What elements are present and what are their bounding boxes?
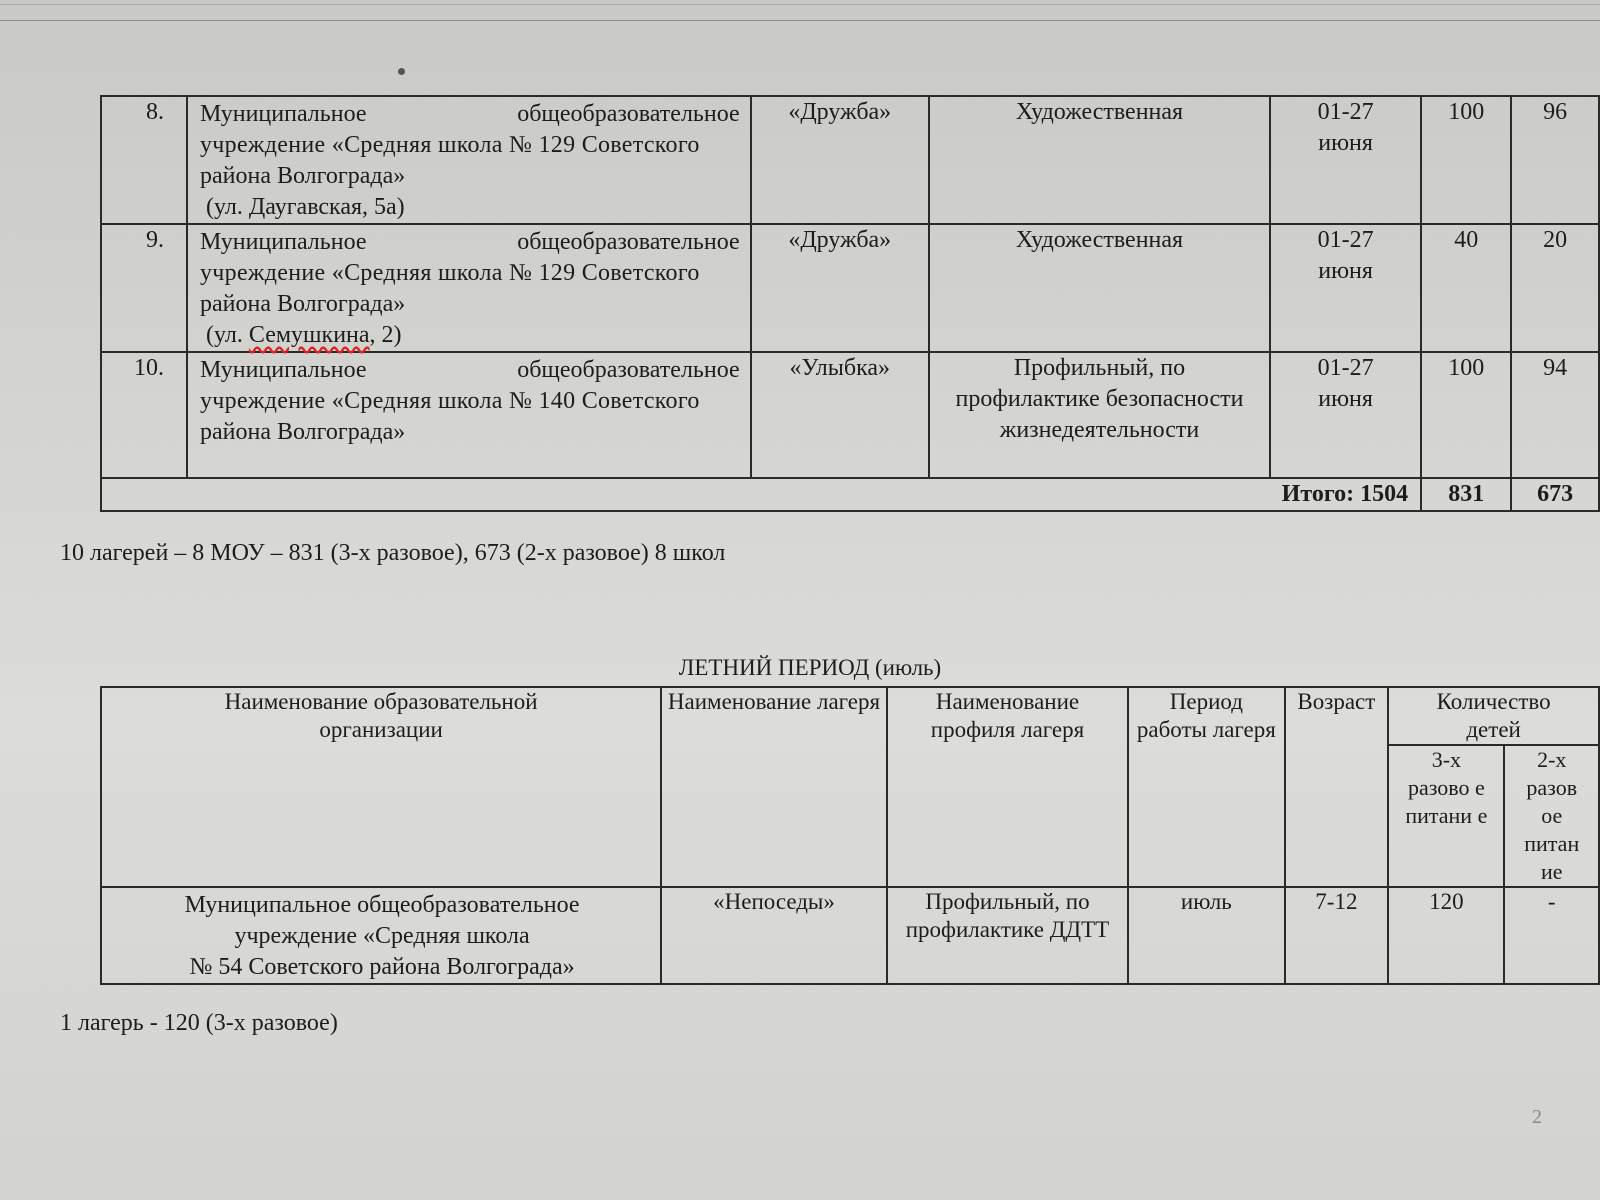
speck bbox=[398, 68, 405, 75]
meals-3x-count: 40 bbox=[1421, 224, 1511, 352]
header-row bbox=[101, 687, 1599, 745]
camp-profile: Художественная bbox=[929, 224, 1270, 352]
page-header-rule bbox=[0, 20, 1600, 21]
work-period: 01-27 июня bbox=[1270, 352, 1421, 478]
work-period: июль bbox=[1128, 887, 1284, 984]
organization-cell bbox=[101, 887, 661, 984]
meals-3x-count: 100 bbox=[1421, 96, 1511, 224]
meals-3x-count: 100 bbox=[1421, 352, 1511, 478]
camps-june-table bbox=[100, 95, 1600, 512]
org-address bbox=[200, 320, 740, 351]
meals-3x-count: 120 bbox=[1388, 887, 1504, 984]
camp-profile: Художественная bbox=[929, 96, 1270, 224]
header-period: Период работы лагеря bbox=[1128, 687, 1284, 887]
total-meals-2x: 673 bbox=[1511, 478, 1599, 511]
header-organization: Наименование образовательной организации bbox=[101, 687, 661, 887]
section-caption: ЛЕТНИЙ ПЕРИОД (июль) bbox=[678, 655, 942, 680]
org-line: Муниципальное bbox=[199, 101, 367, 127]
header-meals-3x: 3-х разово е питани е bbox=[1388, 745, 1504, 887]
camps-july-table bbox=[100, 686, 1600, 985]
camp-name: «Дружба» bbox=[751, 224, 929, 352]
meals-2x-count: - bbox=[1504, 887, 1599, 984]
header-children-count: Количество детей bbox=[1388, 687, 1599, 745]
row-number: 8. bbox=[101, 96, 187, 224]
totals-row bbox=[101, 478, 1599, 511]
header-profile: Наименование профиля лагеря bbox=[887, 687, 1128, 887]
header-meals-2x: 2-х разов ое питан ие bbox=[1504, 745, 1599, 887]
table-row bbox=[101, 887, 1599, 984]
total-label: Итого: 1504 bbox=[101, 478, 1421, 511]
summary-june: 10 лагерей – 8 МОУ – 831 (3-х разовое), 673 (2-х разовое) 8 школ bbox=[60, 540, 726, 566]
camp-name: «Непоседы» bbox=[661, 887, 887, 984]
org-line: Муниципальное bbox=[199, 357, 367, 383]
address-prefix: (ул. bbox=[205, 322, 249, 348]
org-line: района Волгограда» bbox=[199, 291, 406, 317]
address-street: Семушкина bbox=[248, 322, 370, 348]
org-line: общеобразовательное bbox=[517, 229, 740, 255]
table-row bbox=[101, 352, 1599, 478]
work-period: 01-27 июня bbox=[1270, 96, 1421, 224]
org-line: учреждение «Средняя школа № 129 Советского bbox=[199, 260, 700, 286]
org-line: района Волгограда» bbox=[199, 419, 406, 445]
row-number: 9. bbox=[101, 224, 187, 352]
org-line: учреждение «Средняя школа № 129 Советского bbox=[199, 132, 700, 158]
meals-2x-count: 96 bbox=[1511, 96, 1599, 224]
work-period: 01-27 июня bbox=[1270, 224, 1421, 352]
header-age: Возраст bbox=[1285, 687, 1389, 887]
meals-2x-count: 94 bbox=[1511, 352, 1599, 478]
camp-name: «Улыбка» bbox=[751, 352, 929, 478]
address-suffix: , 2) bbox=[369, 322, 402, 348]
org-line: общеобразовательное bbox=[517, 357, 740, 383]
organization-cell bbox=[187, 352, 751, 478]
organization-cell bbox=[187, 96, 751, 224]
org-address: (ул. Даугавская, 5а) bbox=[205, 194, 405, 220]
org-line: Муниципальное bbox=[199, 229, 367, 255]
camp-profile: Профильный, по профилактике безопасности жизнедеятельности bbox=[929, 352, 1270, 478]
summary-july: 1 лагерь - 120 (3-х разовое) bbox=[60, 1010, 338, 1036]
meals-2x-count: 20 bbox=[1511, 224, 1599, 352]
page-number: 2 bbox=[1532, 1106, 1542, 1128]
row-number: 10. bbox=[101, 352, 187, 478]
header-camp-name: Наименование лагеря bbox=[661, 687, 887, 887]
org-line: учреждение «Средняя школа № 140 Советского bbox=[199, 388, 700, 414]
org-line: № 54 Советского района Волгограда» bbox=[189, 954, 575, 980]
org-line: района Волгограда» bbox=[199, 163, 406, 189]
page-edge-line bbox=[0, 4, 1600, 5]
age-range: 7-12 bbox=[1285, 887, 1389, 984]
org-line: учреждение «Средняя школа bbox=[234, 923, 530, 949]
organization-cell bbox=[187, 224, 751, 352]
org-line: общеобразовательное bbox=[517, 101, 740, 127]
org-line: Муниципальное общеобразовательное bbox=[184, 892, 580, 918]
table-row bbox=[101, 224, 1599, 352]
total-meals-3x: 831 bbox=[1421, 478, 1511, 511]
camp-profile: Профильный, по профилактике ДДТТ bbox=[887, 887, 1128, 984]
table-row bbox=[101, 96, 1599, 224]
camp-name: «Дружба» bbox=[751, 96, 929, 224]
